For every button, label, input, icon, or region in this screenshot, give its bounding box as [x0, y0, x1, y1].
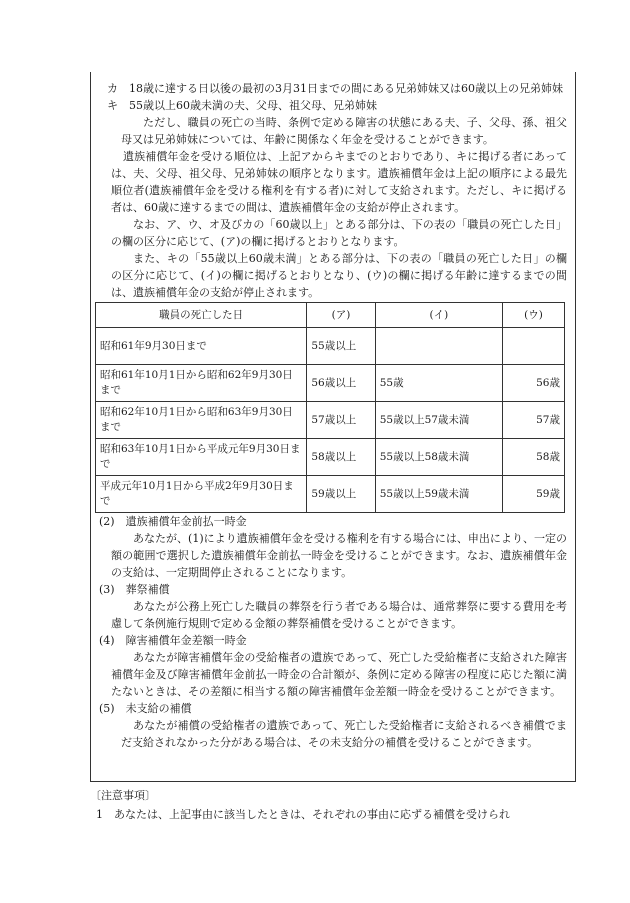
notes-heading: 〔注意事項〕: [90, 789, 156, 802]
header-b: (イ): [375, 303, 502, 328]
cell-a: 58歳以上: [307, 439, 375, 476]
cell-a: 55歳以上: [307, 328, 375, 365]
section-heading: (2) 遺族補償年金前払一時金: [99, 515, 247, 528]
table-row: [96, 476, 565, 513]
item-ki: [99, 97, 567, 114]
cell-c: 56歳: [502, 365, 564, 402]
cell-date: 昭和61年10月1日から昭和62年9月30日まで: [96, 365, 307, 402]
cell-date: 平成元年10月1日から平成2年9月30日まで: [96, 476, 307, 513]
header-date: 職員の死亡した日: [96, 303, 307, 328]
cell-date: 昭和61年9月30日まで: [96, 328, 307, 365]
section-heading: (5) 未支給の補償: [99, 702, 192, 715]
cell-c: 58歳: [502, 439, 564, 476]
table-row: [96, 365, 565, 402]
notes-item: 1 あなたは、上記事由に該当したときは、それぞれの事由に応ずる補償を受けられ: [96, 808, 510, 821]
section-heading: (4) 障害補償年金差額一時金: [99, 634, 247, 647]
cell-date: 昭和63年10月1日から平成元年9月30日まで: [96, 439, 307, 476]
section-body: あなたが補償の受給権者の遺族であって、死亡した受給権者に支給されるべき補償でまだ支給されなかった分がある場合は、その未支給分の補償を受けることができます。: [121, 719, 567, 749]
notes-section: [90, 786, 580, 824]
cell-b: 55歳以上58歳未満: [375, 439, 502, 476]
cell-c: 57歳: [502, 402, 564, 439]
item-text: 18歳に達する日以後の最初の3月31日までの間にある兄弟姉妹又は60歳以上の兄弟姉妹: [129, 82, 563, 95]
para-tadashi: ただし、職員の死亡の当時、条例で定める障害の状態にある夫、子、父母、孫、祖父母又は兄弟姉妹については、年齢に関係なく年金を受けることができます。: [121, 116, 567, 146]
table-row: [96, 402, 565, 439]
cell-a: 57歳以上: [307, 402, 375, 439]
cell-b: 55歳: [375, 365, 502, 402]
cell-a: 56歳以上: [307, 365, 375, 402]
section-heading: (3) 葬祭補償: [99, 583, 170, 596]
item-text: 55歳以上60歳未満の夫、父母、祖父母、兄弟姉妹: [129, 99, 377, 112]
content-body: [99, 80, 567, 751]
content-frame: [90, 72, 576, 782]
section-body: あなたが、(1)により遺族補償年金を受ける権利を有する場合には、申出により、一定の額の範囲で選択した遺族補償年金前払一時金を受けることができます。なお、遺族補償年金の支給は、一定期間停止されることになります。: [111, 532, 567, 579]
header-c: (ウ): [502, 303, 564, 328]
section-body: あなたが公務上死亡した職員の葬祭を行う者である場合は、通常葬祭に要する費用を考慮して条例施行規則で定める金額の葬祭補償を受けることができます。: [111, 600, 567, 630]
cell-b: 55歳以上59歳未満: [375, 476, 502, 513]
item-marker: キ: [107, 99, 118, 112]
cell-a: 59歳以上: [307, 476, 375, 513]
age-table: [95, 302, 565, 513]
cell-c: 59歳: [502, 476, 564, 513]
para-naou: なお、ア、ウ、オ及びカの「60歳以上」とある部分は、下の表の「職員の死亡した日」の欄の区分に応じて、(ア)の欄に掲げるとおりとなります。: [111, 218, 567, 248]
para-order: 遺族補償年金を受ける順位は、上記アからキまでのとおりであり、キに掲げる者にあっては、夫、父母、祖父母、兄弟姉妹の順序となります。遺族補償年金は上記の順序による最先順位者(遺族補償年金を受ける権利を有する者)に対して支給されます。ただし、キに掲げる者は、60歳に達するまでの間は、遺族補償年金の支給が停止されます。: [111, 150, 567, 214]
cell-date: 昭和62年10月1日から昭和63年9月30日まで: [96, 402, 307, 439]
item-ka: [99, 80, 567, 97]
section-body: あなたが障害補償年金の受給権者の遺族であって、死亡した受給権者に支給された障害補償年金及び障害補償年金前払一時金の合計額が、条例に定める障害の程度に応じた額に満たないときは、その差額に相当する額の障害補償年金差額一時金を受けることができます。: [111, 651, 567, 698]
item-marker: カ: [107, 82, 118, 95]
header-a: (ア): [307, 303, 375, 328]
table-row: [96, 439, 565, 476]
cell-b: 55歳以上57歳未満: [375, 402, 502, 439]
cell-c: [502, 328, 564, 365]
table-row: [96, 328, 565, 365]
table-header-row: [96, 303, 565, 328]
cell-b: [375, 328, 502, 365]
para-mata: また、キの「55歳以上60歳未満」とある部分は、下の表の「職員の死亡した日」の欄の区分に応じて、(イ)の欄に掲げるとおりとなり、(ウ)の欄に掲げる年齢に達するまでの間は、遺族補償年金の支給が停止されます。: [111, 252, 567, 299]
